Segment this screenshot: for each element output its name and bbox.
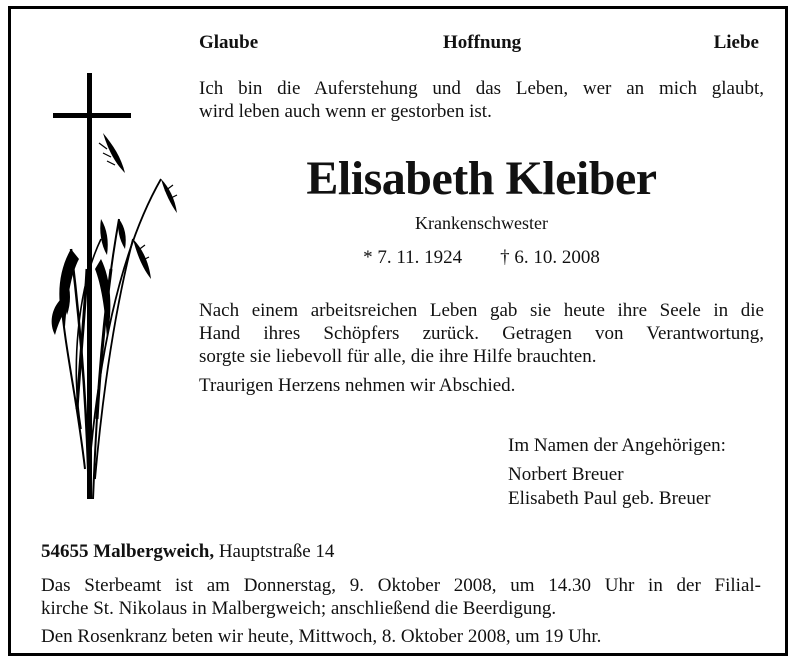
signature-intro: Im Namen der Angehörigen:: [508, 435, 726, 456]
message-line-3: sorgte sie liebevoll für alle, die ihre Hilfe brauchten.: [199, 346, 597, 367]
funeral-line-2: kirche St. Nikolaus in Malbergweich; anschließend die Beerdigung.: [41, 598, 557, 619]
address-street: Hauptstraße 14: [218, 541, 335, 562]
verse-line-1: Ich bin die Auferstehung und das Leben, wer an mich glaubt,: [199, 78, 764, 99]
motto-hope: Hoffnung: [443, 32, 522, 53]
life-dates: [199, 247, 764, 269]
address-place: 54655 Malbergweich,: [41, 541, 215, 562]
verse-line-2: wird leben auch wenn er gestorben ist.: [199, 101, 492, 122]
farewell-text: Traurigen Herzens nehmen wir Abschied.: [199, 375, 516, 396]
deceased-profession: Krankenschwester: [415, 213, 548, 233]
signature-person-1: Norbert Breuer: [508, 464, 624, 485]
bible-verse: [199, 77, 764, 123]
rosary-info: Den Rosenkranz beten wir heute, Mittwoch, 8. Oktober 2008, um 19 Uhr.: [41, 626, 602, 647]
funeral-line-1: Das Sterbeamt ist am Donnerstag, 9. Oktober 2008, um 14.30 Uhr in der Filial-: [41, 575, 761, 596]
obituary-card: [8, 6, 788, 656]
message-line-2: Hand ihres Schöpfers zurück. Getragen von Verantwortung,: [199, 323, 764, 344]
birth-date: * 7. 11. 1924: [363, 247, 463, 268]
family-address: [41, 541, 334, 563]
motto-love: Liebe: [713, 32, 759, 53]
message-line-1: Nach einem arbeitsreichen Leben gab sie heute ihre Seele in die: [199, 300, 764, 321]
signature-person-2: Elisabeth Paul geb. Breuer: [508, 488, 711, 509]
death-date: † 6. 10. 2008: [500, 247, 600, 268]
funeral-info: [41, 574, 761, 620]
cross-with-wheat-icon: [41, 69, 201, 509]
motto-faith: Glaube: [199, 32, 259, 53]
deceased-name: Elisabeth Kleiber: [306, 152, 657, 205]
obituary-message: [199, 299, 764, 368]
